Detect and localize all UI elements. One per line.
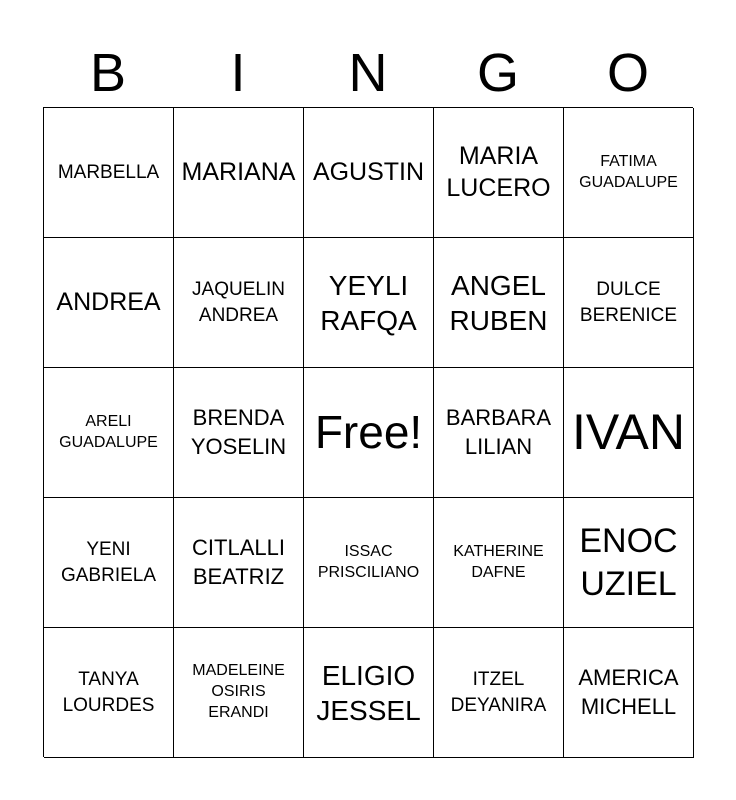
bingo-cell[interactable] — [564, 238, 694, 368]
cell-text: MARIA LUCERO — [446, 142, 551, 202]
cell-text: ANDREA — [56, 287, 161, 316]
cell-text: JAQUELIN ANDREA — [192, 278, 285, 326]
cell-text: MADELEINE OSIRIS ERANDI — [192, 662, 285, 721]
bingo-cell[interactable] — [44, 498, 174, 628]
bingo-cell[interactable] — [304, 498, 434, 628]
bingo-cell[interactable] — [564, 368, 694, 498]
bingo-cell[interactable] — [564, 628, 694, 758]
cell-text: FATIMA GUADALUPE — [579, 152, 678, 191]
bingo-cell[interactable] — [174, 368, 304, 498]
cell-text: CITLALLI BEATRIZ — [192, 534, 285, 589]
bingo-cell[interactable] — [304, 368, 434, 498]
bingo-cell[interactable] — [434, 498, 564, 628]
bingo-cell[interactable] — [564, 498, 694, 628]
bingo-cell[interactable] — [174, 498, 304, 628]
bingo-board — [43, 107, 693, 757]
cell-text: KATHERINE DAFNE — [453, 542, 544, 581]
bingo-cell[interactable] — [174, 108, 304, 238]
cell-text: ITZEL DEYANIRA — [450, 668, 547, 716]
bingo-cell[interactable] — [304, 238, 434, 368]
cell-text: YEYLI RAFQA — [320, 269, 417, 336]
header-letter-g: G — [476, 43, 519, 103]
bingo-cell[interactable] — [434, 628, 564, 758]
bingo-cell[interactable] — [434, 108, 564, 238]
cell-text: AMERICA MICHELL — [578, 664, 679, 719]
free-space-text: Free! — [314, 406, 423, 459]
cell-text: MARBELLA — [57, 161, 160, 183]
bingo-cell[interactable] — [434, 238, 564, 368]
bingo-cell[interactable] — [434, 368, 564, 498]
bingo-cell[interactable] — [174, 238, 304, 368]
bingo-cell[interactable] — [44, 628, 174, 758]
header-letter-b: B — [89, 43, 127, 103]
cell-text: AGUSTIN — [312, 157, 425, 186]
bingo-cell[interactable] — [564, 108, 694, 238]
cell-text: DULCE BERENICE — [579, 278, 678, 326]
header-letter-o: O — [606, 43, 649, 103]
cell-text: BRENDA YOSELIN — [190, 404, 287, 459]
bingo-cell[interactable] — [304, 108, 434, 238]
bingo-cell[interactable] — [304, 628, 434, 758]
cell-text: IVAN — [572, 404, 685, 460]
bingo-header — [43, 40, 693, 106]
header-letter-n: N — [348, 43, 388, 103]
bingo-cell[interactable] — [44, 368, 174, 498]
cell-text: TANYA LOURDES — [62, 668, 155, 716]
cell-text: ARELI GUADALUPE — [59, 412, 158, 451]
cell-text: MARIANA — [181, 157, 296, 186]
cell-text: YENI GABRIELA — [60, 538, 157, 586]
bingo-cell[interactable] — [44, 238, 174, 368]
cell-text: BARBARA LILIAN — [445, 404, 552, 459]
cell-text: ENOC UZIEL — [579, 522, 678, 603]
cell-text: ANGEL RUBEN — [449, 269, 548, 336]
cell-text: ISSAC PRISCILIANO — [317, 542, 420, 581]
bingo-cell[interactable] — [174, 628, 304, 758]
cell-text: ELIGIO JESSEL — [316, 659, 421, 726]
header-letter-i: I — [230, 43, 246, 103]
bingo-cell[interactable] — [44, 108, 174, 238]
